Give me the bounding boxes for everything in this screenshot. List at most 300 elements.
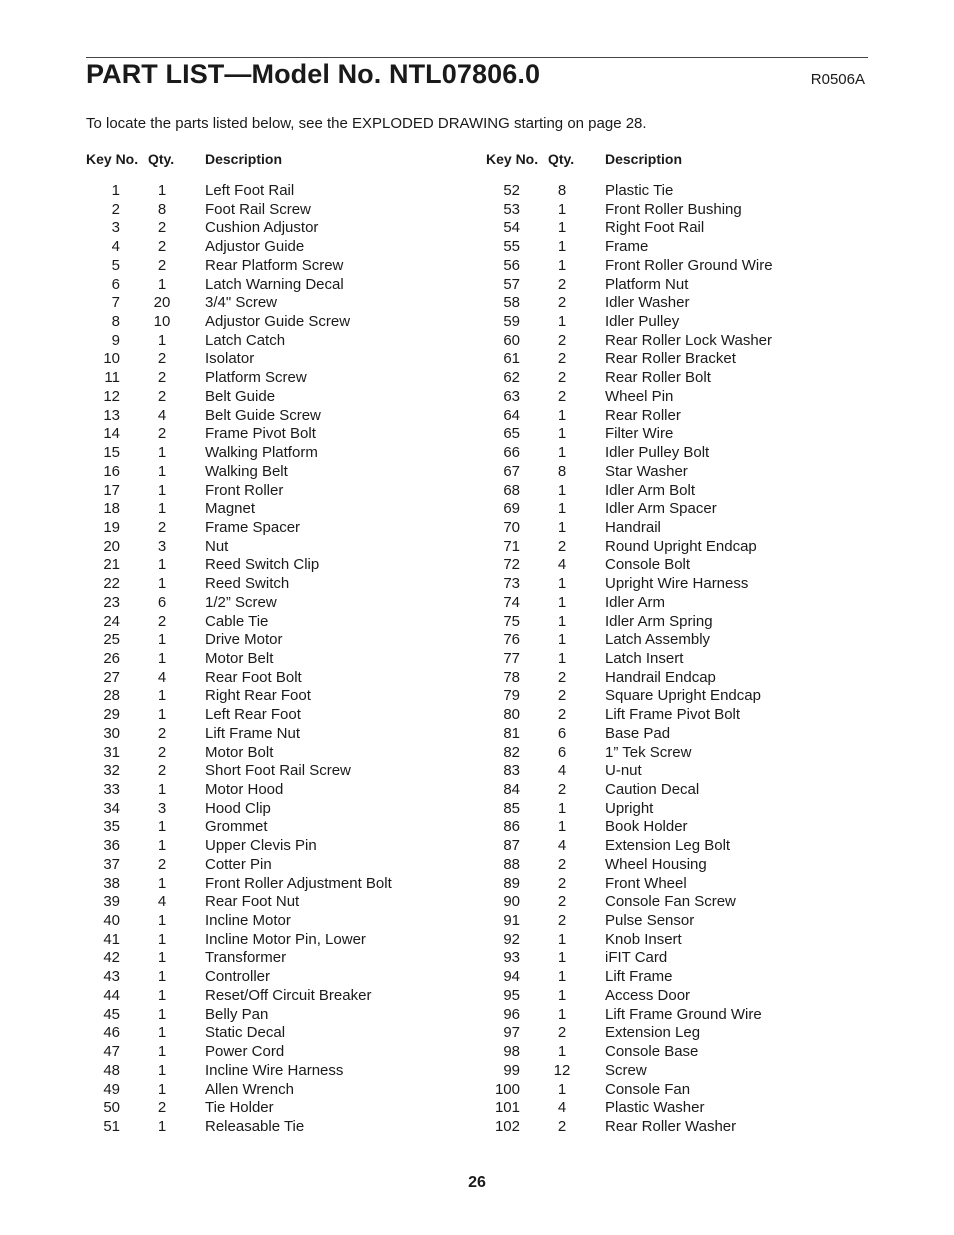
part-description: Console Base: [605, 1043, 699, 1061]
part-row: [486, 912, 866, 931]
part-row: [86, 313, 466, 332]
part-description: Access Door: [605, 986, 691, 1004]
part-key-no: 20: [103, 537, 120, 555]
part-key-no: 41: [103, 930, 120, 948]
part-qty: 2: [157, 855, 167, 873]
part-qty: 1: [157, 481, 167, 499]
part-qty: 6: [557, 724, 567, 742]
part-description: Right Foot Rail: [605, 219, 705, 237]
part-description: Static Decal: [205, 1024, 286, 1042]
part-key-no: 54: [503, 219, 520, 237]
part-row: [86, 201, 466, 220]
part-description: Adjustor Guide Screw: [205, 313, 351, 331]
part-description: Power Cord: [205, 1043, 285, 1061]
part-key-no: 33: [103, 781, 120, 798]
part-qty: 1: [157, 1043, 167, 1061]
part-key-no: 46: [103, 1024, 120, 1042]
part-qty: 8: [157, 200, 167, 218]
part-key-no: 84: [503, 781, 520, 798]
part-key-no: 92: [503, 930, 520, 948]
part-key-no: 19: [103, 518, 120, 536]
part-qty: 2: [157, 369, 167, 387]
part-description: Lift Frame Pivot Bolt: [605, 706, 741, 724]
part-qty: 1: [157, 986, 167, 1004]
part-key-no: 25: [103, 631, 120, 649]
part-row: [86, 482, 466, 501]
part-qty: 1: [557, 818, 567, 836]
part-key-no: 91: [503, 912, 520, 930]
part-key-no: 74: [503, 593, 520, 611]
part-row: [486, 238, 866, 257]
part-qty: 2: [557, 294, 567, 312]
part-key-no: 37: [103, 855, 120, 873]
part-row: [86, 500, 466, 519]
part-qty: 1: [157, 1024, 167, 1042]
part-description: Nut: [205, 537, 229, 555]
part-description: Tie Holder: [205, 1099, 274, 1117]
part-description: Walking Platform: [205, 444, 318, 462]
part-key-no: 87: [503, 837, 520, 855]
part-row: [86, 968, 466, 987]
part-qty: 2: [557, 668, 567, 686]
part-qty: 1: [557, 612, 567, 630]
part-qty: 2: [557, 331, 567, 349]
part-key-no: 14: [103, 425, 120, 443]
part-qty: 1: [157, 182, 167, 199]
part-key-no: 30: [103, 724, 120, 742]
part-description: Cotter Pin: [205, 855, 272, 873]
part-key-no: 31: [103, 743, 120, 761]
parts-rows-left: [86, 182, 466, 1137]
part-description: U-nut: [605, 762, 642, 780]
part-description: Latch Warning Decal: [205, 275, 344, 293]
part-row: [486, 219, 866, 238]
part-row: [86, 463, 466, 482]
part-description: Walking Belt: [205, 462, 288, 480]
part-key-no: 39: [103, 893, 120, 911]
part-qty: 1: [557, 799, 567, 817]
part-description: Rear Roller Washer: [605, 1117, 737, 1135]
part-qty: 1: [157, 837, 167, 855]
part-row: [86, 332, 466, 351]
part-description: Pulse Sensor: [605, 912, 695, 930]
part-qty: 1: [557, 986, 567, 1004]
part-key-no: 80: [503, 706, 520, 724]
part-row: [486, 332, 866, 351]
part-row: [86, 1099, 466, 1118]
part-qty: 3: [157, 537, 167, 555]
part-qty: 1: [557, 406, 567, 424]
part-row: [86, 350, 466, 369]
part-row: [86, 1081, 466, 1100]
part-row: [86, 856, 466, 875]
part-key-no: 45: [103, 1005, 120, 1023]
part-key-no: 43: [103, 968, 120, 986]
part-qty: 1: [557, 1005, 567, 1023]
part-description: 1/2” Screw: [205, 593, 277, 611]
part-qty: 1: [157, 649, 167, 667]
part-key-no: 10: [103, 350, 120, 368]
part-row: [486, 1062, 866, 1081]
part-description: Lift Frame: [605, 968, 673, 986]
part-row: [486, 949, 866, 968]
part-description: Handrail: [605, 518, 661, 536]
part-description: Front Roller: [205, 481, 284, 499]
part-row: [486, 444, 866, 463]
part-key-no: 95: [503, 986, 520, 1004]
part-key-no: 16: [103, 462, 120, 480]
part-description: Idler Pulley Bolt: [605, 444, 710, 462]
part-row: [86, 276, 466, 295]
part-description: Idler Arm Bolt: [605, 481, 696, 499]
part-description: Idler Arm Spring: [605, 612, 713, 630]
part-qty: 1: [157, 930, 167, 948]
part-key-no: 69: [503, 500, 520, 518]
part-qty: 1: [157, 1061, 167, 1079]
part-row: [486, 201, 866, 220]
column-header: [86, 151, 466, 171]
part-key-no: 90: [503, 893, 520, 911]
part-qty: 1: [157, 575, 167, 593]
part-qty: 4: [557, 762, 567, 780]
part-qty: 20: [153, 294, 171, 312]
part-qty: 1: [557, 1080, 567, 1098]
part-qty: 2: [157, 350, 167, 368]
part-row: [486, 575, 866, 594]
part-qty: 1: [557, 256, 567, 274]
part-key-no: 89: [503, 874, 520, 892]
part-qty: 2: [157, 743, 167, 761]
part-row: [86, 594, 466, 613]
part-key-no: 61: [503, 350, 520, 368]
part-row: [486, 182, 866, 201]
part-key-no: 59: [503, 313, 520, 331]
part-description: Incline Wire Harness: [205, 1061, 344, 1079]
part-description: Left Foot Rail: [205, 182, 295, 199]
part-qty: 4: [557, 837, 567, 855]
part-key-no: 29: [103, 706, 120, 724]
part-description: Front Wheel: [605, 874, 687, 892]
part-row: [86, 388, 466, 407]
part-row: [86, 219, 466, 238]
part-row: [486, 538, 866, 557]
part-key-no: 24: [103, 612, 120, 630]
part-row: [486, 856, 866, 875]
part-qty: 1: [557, 481, 567, 499]
part-qty: 1: [557, 968, 567, 986]
part-row: [486, 407, 866, 426]
part-key-no: 83: [503, 762, 520, 780]
header-description: Description: [605, 151, 683, 167]
part-key-no: 35: [103, 818, 120, 836]
part-qty: 2: [557, 874, 567, 892]
part-row: [86, 1118, 466, 1137]
part-row: [86, 538, 466, 557]
part-description: Extension Leg Bolt: [605, 837, 731, 855]
part-qty: 1: [557, 930, 567, 948]
part-qty: 1: [557, 313, 567, 331]
part-row: [486, 818, 866, 837]
part-description: Plastic Washer: [605, 1099, 705, 1117]
part-description: Upright: [605, 799, 654, 817]
part-key-no: 62: [503, 369, 520, 387]
part-key-no: 1: [111, 182, 120, 199]
part-qty: 1: [557, 518, 567, 536]
part-qty: 1: [557, 631, 567, 649]
part-key-no: 73: [503, 575, 520, 593]
part-row: [86, 781, 466, 800]
part-row: [86, 800, 466, 819]
part-description: Square Upright Endcap: [605, 687, 761, 705]
part-qty: 10: [153, 313, 171, 331]
part-description: Plastic Tie: [605, 182, 674, 199]
part-key-no: 99: [503, 1061, 520, 1079]
part-row: [486, 1043, 866, 1062]
intro-text: To locate the parts listed below, see the EXPLODED DRAWING starting on page 28.: [86, 115, 647, 132]
parts-column-right: [486, 151, 866, 1135]
part-row: [486, 987, 866, 1006]
part-row: [86, 931, 466, 950]
part-key-no: 50: [103, 1099, 120, 1117]
header-description: Description: [205, 151, 283, 167]
part-row: [486, 1118, 866, 1137]
part-qty: 4: [557, 1099, 567, 1117]
part-row: [86, 687, 466, 706]
part-key-no: 78: [503, 668, 520, 686]
part-key-no: 85: [503, 799, 520, 817]
part-qty: 1: [157, 275, 167, 293]
part-description: Screw: [605, 1061, 647, 1079]
part-description: Allen Wrench: [205, 1080, 294, 1098]
part-row: [86, 1043, 466, 1062]
part-key-no: 38: [103, 874, 120, 892]
part-qty: 1: [157, 818, 167, 836]
part-description: Cable Tie: [205, 612, 269, 630]
part-qty: 1: [157, 631, 167, 649]
part-row: [486, 482, 866, 501]
part-row: [486, 257, 866, 276]
part-key-no: 2: [111, 200, 120, 218]
part-key-no: 81: [503, 724, 520, 742]
part-description: Rear Roller Lock Washer: [605, 331, 772, 349]
part-key-no: 17: [103, 481, 120, 499]
part-description: Platform Nut: [605, 275, 689, 293]
part-row: [86, 669, 466, 688]
part-description: Right Rear Foot: [205, 687, 311, 705]
part-row: [86, 631, 466, 650]
part-qty: 1: [557, 500, 567, 518]
part-description: Upper Clevis Pin: [205, 837, 317, 855]
part-row: [486, 294, 866, 313]
part-description: Idler Washer: [605, 294, 690, 312]
part-description: Rear Foot Bolt: [205, 668, 302, 686]
part-key-no: 49: [103, 1080, 120, 1098]
part-description: Left Rear Foot: [205, 706, 301, 724]
part-qty: 1: [157, 331, 167, 349]
part-description: Controller: [205, 968, 271, 986]
part-qty: 1: [557, 575, 567, 593]
part-description: Latch Assembly: [605, 631, 711, 649]
part-qty: 2: [557, 706, 567, 724]
part-key-no: 13: [103, 406, 120, 424]
part-description: Incline Motor: [205, 912, 291, 930]
part-qty: 1: [557, 219, 567, 237]
part-key-no: 8: [111, 313, 120, 331]
part-row: [86, 1062, 466, 1081]
part-key-no: 100: [494, 1080, 520, 1098]
part-qty: 1: [557, 425, 567, 443]
part-qty: 1: [557, 238, 567, 256]
part-description: Motor Bolt: [205, 743, 274, 761]
part-qty: 2: [157, 762, 167, 780]
part-key-no: 79: [503, 687, 520, 705]
part-key-no: 98: [503, 1043, 520, 1061]
part-description: Incline Motor Pin, Lower: [205, 930, 366, 948]
part-description: Magnet: [205, 500, 256, 518]
column-header: [486, 151, 866, 171]
part-row: [86, 725, 466, 744]
part-key-no: 44: [103, 986, 120, 1004]
part-qty: 2: [157, 1099, 167, 1117]
part-description: Wheel Pin: [605, 387, 674, 405]
part-qty: 2: [557, 369, 567, 387]
part-row: [86, 818, 466, 837]
part-key-no: 7: [111, 294, 120, 312]
part-description: Front Roller Ground Wire: [605, 256, 773, 274]
part-key-no: 63: [503, 387, 520, 405]
parts-rows-right: [486, 182, 866, 1137]
part-qty: 2: [557, 912, 567, 930]
part-key-no: 64: [503, 406, 520, 424]
part-key-no: 53: [503, 200, 520, 218]
part-row: [86, 1024, 466, 1043]
part-row: [486, 875, 866, 894]
part-row: [486, 350, 866, 369]
part-qty: 1: [157, 781, 167, 798]
part-key-no: 47: [103, 1043, 120, 1061]
part-qty: 2: [557, 275, 567, 293]
part-qty: 2: [157, 724, 167, 742]
part-qty: 2: [157, 256, 167, 274]
part-description: Upright Wire Harness: [605, 575, 749, 593]
part-key-no: 71: [503, 537, 520, 555]
top-rule: [86, 57, 868, 58]
part-row: [486, 500, 866, 519]
part-key-no: 55: [503, 238, 520, 256]
header-qty: Qty.: [548, 151, 575, 167]
part-qty: 1: [157, 706, 167, 724]
part-row: [486, 463, 866, 482]
part-qty: 1: [557, 649, 567, 667]
part-key-no: 96: [503, 1005, 520, 1023]
part-qty: 1: [157, 687, 167, 705]
part-key-no: 97: [503, 1024, 520, 1042]
part-qty: 1: [557, 1043, 567, 1061]
part-qty: 1: [157, 462, 167, 480]
part-qty: 4: [557, 556, 567, 574]
header-key-no: Key No.: [486, 151, 539, 167]
part-key-no: 6: [111, 275, 120, 293]
part-qty: 2: [557, 1024, 567, 1042]
part-qty: 1: [557, 444, 567, 462]
part-row: [86, 519, 466, 538]
part-row: [86, 182, 466, 201]
part-qty: 2: [157, 612, 167, 630]
part-description: Grommet: [205, 818, 268, 836]
part-row: [486, 276, 866, 295]
part-row: [486, 594, 866, 613]
part-qty: 8: [557, 462, 567, 480]
part-description: Star Washer: [605, 462, 688, 480]
part-description: Extension Leg: [605, 1024, 701, 1042]
part-description: Lift Frame Ground Wire: [605, 1005, 762, 1023]
part-description: Front Roller Adjustment Bolt: [205, 874, 392, 892]
part-key-no: 18: [103, 500, 120, 518]
part-row: [486, 650, 866, 669]
part-description: Motor Belt: [205, 649, 274, 667]
part-description: Rear Foot Nut: [205, 893, 300, 911]
part-row: [86, 369, 466, 388]
part-qty: 1: [557, 949, 567, 967]
part-qty: 2: [557, 855, 567, 873]
part-description: Book Holder: [605, 818, 688, 836]
part-key-no: 9: [111, 331, 120, 349]
part-description: Latch Insert: [605, 649, 684, 667]
part-qty: 1: [557, 593, 567, 611]
part-description: Adjustor Guide: [205, 238, 305, 256]
header-key-no: Key No.: [86, 151, 139, 167]
part-description: Base Pad: [605, 724, 671, 742]
part-description: Short Foot Rail Screw: [205, 762, 351, 780]
part-key-no: 51: [103, 1117, 120, 1135]
part-key-no: 67: [503, 462, 520, 480]
part-row: [486, 369, 866, 388]
part-row: [486, 837, 866, 856]
part-description: Idler Arm Spacer: [605, 500, 717, 518]
part-key-no: 4: [111, 238, 120, 256]
part-row: [486, 725, 866, 744]
part-key-no: 11: [104, 369, 120, 387]
part-qty: 1: [157, 500, 167, 518]
part-description: Filter Wire: [605, 425, 674, 443]
part-key-no: 86: [503, 818, 520, 836]
part-description: iFIT Card: [605, 949, 668, 967]
part-qty: 2: [557, 387, 567, 405]
part-qty: 1: [157, 444, 167, 462]
part-key-no: 101: [494, 1099, 520, 1117]
part-key-no: 88: [503, 855, 520, 873]
part-qty: 2: [157, 238, 167, 256]
part-row: [86, 893, 466, 912]
part-key-no: 56: [503, 256, 520, 274]
part-row: [86, 987, 466, 1006]
part-description: Isolator: [205, 350, 255, 368]
part-row: [486, 388, 866, 407]
part-qty: 2: [557, 1117, 567, 1135]
part-key-no: 15: [103, 444, 120, 462]
part-row: [486, 519, 866, 538]
part-qty: 3: [157, 799, 167, 817]
part-row: [86, 762, 466, 781]
part-key-no: 3: [111, 219, 120, 237]
part-key-no: 70: [503, 518, 520, 536]
part-qty: 2: [557, 537, 567, 555]
part-row: [86, 1006, 466, 1025]
part-description: Round Upright Endcap: [605, 537, 757, 555]
part-description: Transformer: [205, 949, 287, 967]
part-qty: 1: [157, 1005, 167, 1023]
part-row: [86, 706, 466, 725]
